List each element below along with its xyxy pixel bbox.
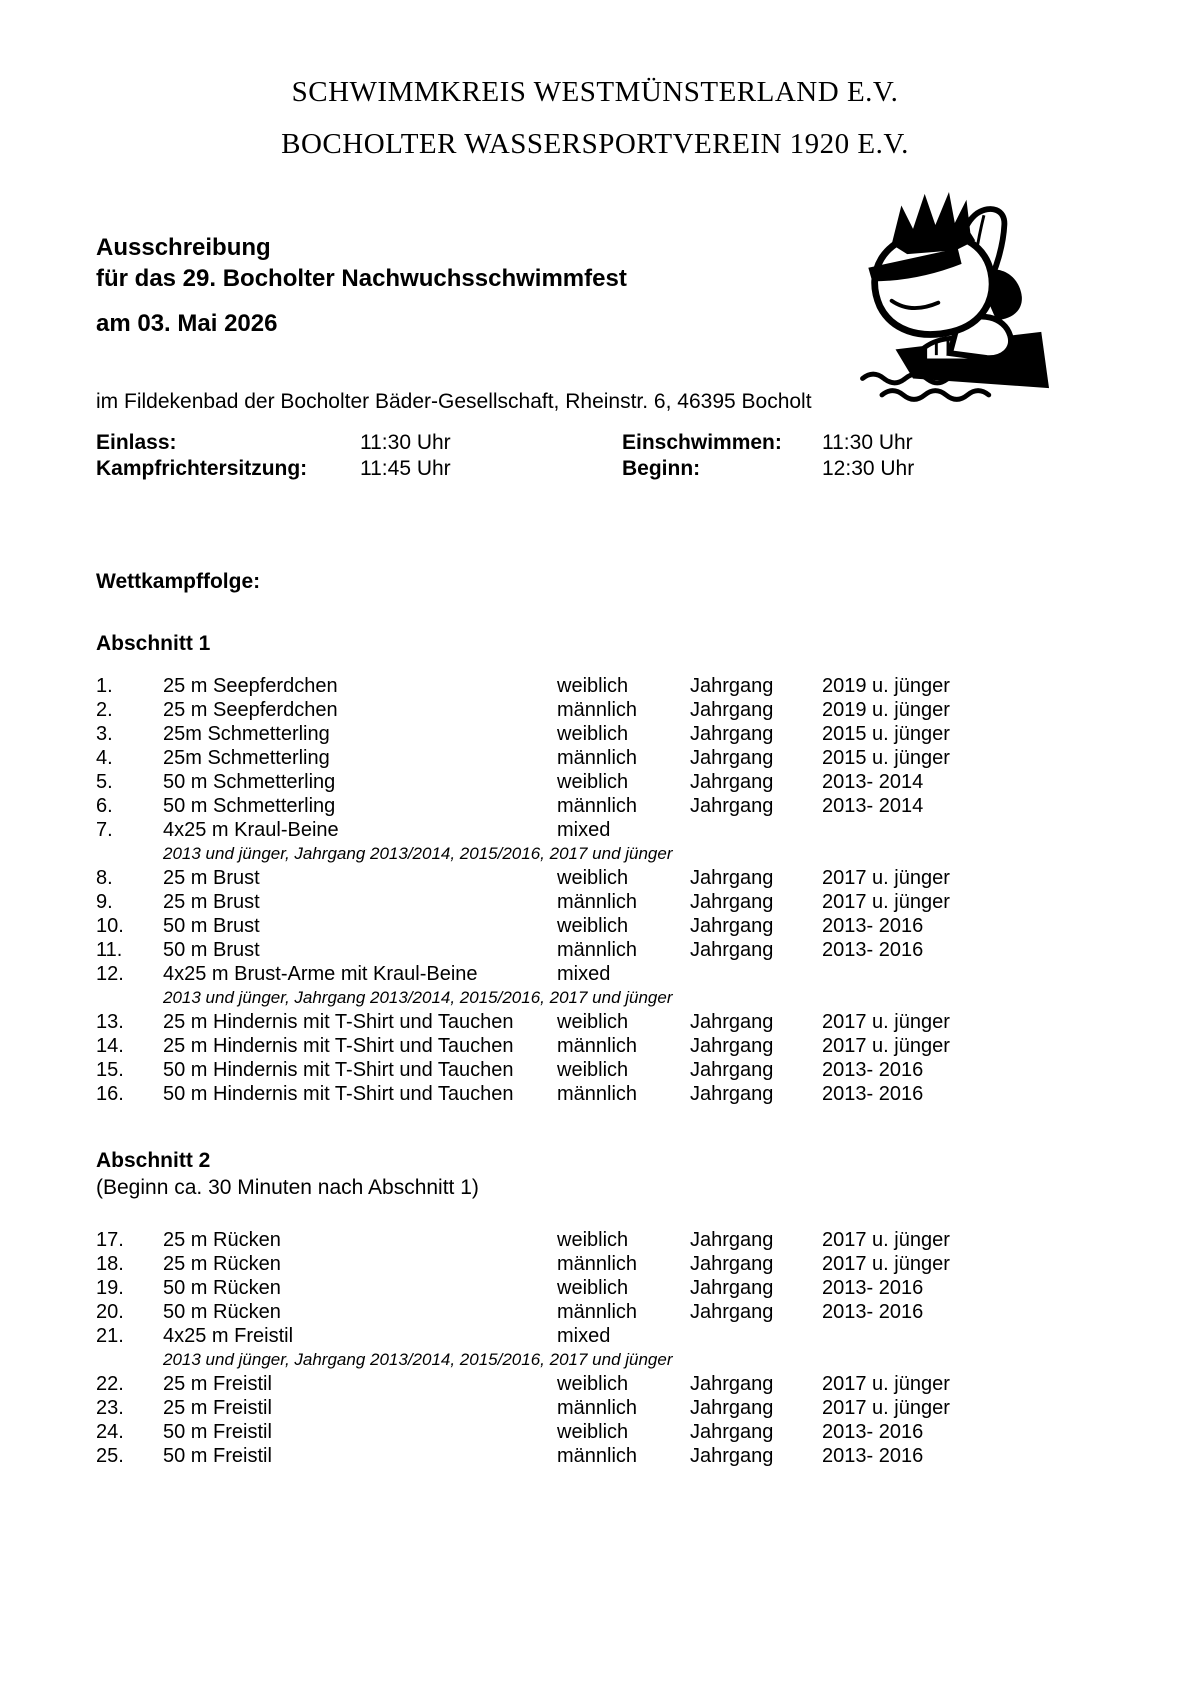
event-jahrgang-label: Jahrgang [690,891,774,913]
event-age [822,1324,1116,1348]
event-row [96,770,1116,794]
event-row [96,818,1116,842]
wettkampffolge-heading: Wettkampffolge: [96,570,261,593]
event-name: 25 m Seepferdchen [163,699,338,721]
event-name: 25 m Hindernis mit T-Shirt und Tauchen [163,1011,514,1033]
event-name: 50 m Freistil [163,1445,272,1467]
event-age: 2017 u. jünger [822,1373,950,1395]
event-number: 11. [96,939,123,961]
event-age: 2017 u. jünger [822,891,950,913]
venue: im Fildekenbad der Bocholter Bäder-Gesellschaft, Rheinstr. 6, 46395 Bocholt [96,390,812,413]
beginn-time: 12:30 Uhr [822,457,915,480]
event-number: 21. [96,1325,124,1347]
event-age [822,818,1116,842]
event-row [96,890,1116,914]
event-jahrgang-label: Jahrgang [690,747,774,769]
event-age: 2013- 2014 [822,771,924,793]
event-name: 4x25 m Brust-Arme mit Kraul-Beine [163,963,478,985]
event-note: 2013 und jünger, Jahrgang 2013/2014, 2015/2016, 2017 und jünger [163,844,673,863]
event-row [96,1300,1116,1324]
event-jahrgang-label: Jahrgang [690,939,774,961]
event-age: 2013- 2014 [822,795,924,817]
event-row [96,1252,1116,1276]
event-jahrgang-label: Jahrgang [690,867,774,889]
event-number: 17. [96,1229,124,1251]
event-row [96,1372,1116,1396]
event-gender: mixed [557,819,611,841]
event-row [96,962,1116,986]
event-number: 10. [96,915,124,937]
event-age: 2013- 2016 [822,1059,924,1081]
event-number: 2. [96,699,113,721]
event-jahrgang-label: Jahrgang [690,1445,774,1467]
section-2-header [96,1147,479,1201]
event-date: am 03. Mai 2026 [96,310,278,337]
event-age: 2015 u. jünger [822,723,950,745]
event-number: 24. [96,1421,124,1443]
event-age: 2013- 2016 [822,1083,924,1105]
event-number: 7. [96,819,113,841]
event-gender: männlich [557,939,638,961]
event-gender: weiblich [557,1421,629,1443]
event-gender: weiblich [557,1229,629,1251]
event-name: 4x25 m Freistil [163,1325,294,1347]
event-gender: männlich [557,795,638,817]
event-number: 15. [96,1059,124,1081]
event-number: 4. [96,747,113,769]
event-row [96,1010,1116,1034]
kampfrichtersitzung-time: 11:45 Uhr [360,457,451,480]
event-age: 2015 u. jünger [822,747,950,769]
event-age: 2019 u. jünger [822,675,950,697]
event-number: 16. [96,1083,124,1105]
event-row [96,1276,1116,1300]
event-row [96,1324,1116,1348]
event-age: 2017 u. jünger [822,1035,950,1057]
event-name: 4x25 m Kraul-Beine [163,819,339,841]
event-name: 50 m Schmetterling [163,771,336,793]
event-jahrgang-label [690,962,822,986]
event-gender: männlich [557,747,638,769]
event-gender: mixed [557,1325,611,1347]
schedule [96,430,1096,482]
event-gender: weiblich [557,867,629,889]
event-gender: männlich [557,1445,638,1467]
event-name: 25 m Seepferdchen [163,675,338,697]
event-row [96,1396,1116,1420]
event-jahrgang-label: Jahrgang [690,1397,774,1419]
section-2-subtitle: (Beginn ca. 30 Minuten nach Abschnitt 1) [96,1176,479,1199]
event-number: 20. [96,1301,124,1323]
event-row [96,794,1116,818]
event-jahrgang-label: Jahrgang [690,1035,774,1057]
event-note: 2013 und jünger, Jahrgang 2013/2014, 2015/2016, 2017 und jünger [163,988,673,1007]
event-row [96,1420,1116,1444]
event-number: 22. [96,1373,124,1395]
org-title-line1: SCHWIMMKREIS WESTMÜNSTERLAND E.V. [291,76,899,108]
schedule-row [96,456,1096,482]
event-row [96,1444,1116,1468]
event-name: 50 m Brust [163,915,260,937]
event-row [96,722,1116,746]
event-gender: männlich [557,1253,638,1275]
event-note: 2013 und jünger, Jahrgang 2013/2014, 2015/2016, 2017 und jünger [163,1350,673,1369]
event-jahrgang-label: Jahrgang [690,1373,774,1395]
event-gender: weiblich [557,1011,629,1033]
event-jahrgang-label: Jahrgang [690,795,774,817]
event-name: 25 m Brust [163,867,260,889]
event-name: 50 m Rücken [163,1301,281,1323]
event-jahrgang-label: Jahrgang [690,1083,774,1105]
event-gender: weiblich [557,1059,629,1081]
event-gender: männlich [557,1035,638,1057]
event-number: 8. [96,867,113,889]
event-number: 19. [96,1277,124,1299]
event-name: 25 m Freistil [163,1397,272,1419]
event-jahrgang-label: Jahrgang [690,1011,774,1033]
event-gender: weiblich [557,1373,629,1395]
event-row [96,1082,1116,1106]
event-gender: weiblich [557,723,629,745]
beginn-label: Beginn: [622,457,701,480]
event-row [96,1034,1116,1058]
events-list-2 [96,1228,1116,1468]
event-gender: männlich [557,1083,638,1105]
event-age: 2013- 2016 [822,1421,924,1443]
event-gender: männlich [557,1301,638,1323]
section-1-title: Abschnitt 1 [96,632,211,655]
event-age: 2017 u. jünger [822,1011,950,1033]
event-age: 2019 u. jünger [822,699,950,721]
event-age: 2017 u. jünger [822,867,950,889]
announcement-title-line1: Ausschreibung [96,234,271,261]
event-name: 25 m Brust [163,891,260,913]
event-row [96,914,1116,938]
event-name: 25 m Freistil [163,1373,272,1395]
event-jahrgang-label: Jahrgang [690,1277,774,1299]
einschwimmen-time: 11:30 Uhr [822,431,913,454]
event-name: 50 m Hindernis mit T-Shirt und Tauchen [163,1059,514,1081]
event-name: 25 m Rücken [163,1253,281,1275]
event-jahrgang-label: Jahrgang [690,1253,774,1275]
event-name: 50 m Rücken [163,1277,281,1299]
event-name: 50 m Hindernis mit T-Shirt und Tauchen [163,1083,514,1105]
event-jahrgang-label [690,818,822,842]
event-number: 12. [96,963,124,985]
event-jahrgang-label: Jahrgang [690,1301,774,1323]
event-age: 2013- 2016 [822,1301,924,1323]
event-age: 2013- 2016 [822,1277,924,1299]
event-jahrgang-label: Jahrgang [690,771,774,793]
event-name: 25m Schmetterling [163,747,330,769]
announcement-title [96,232,627,294]
event-age: 2017 u. jünger [822,1253,950,1275]
event-number: 23. [96,1397,124,1419]
kampfrichtersitzung-label: Kampfrichtersitzung: [96,457,308,480]
event-gender: männlich [557,1397,638,1419]
event-number: 1. [96,675,113,697]
event-row [96,674,1116,698]
event-jahrgang-label: Jahrgang [690,1229,774,1251]
einlass-time: 11:30 Uhr [360,431,451,454]
event-number: 13. [96,1011,124,1033]
event-gender: weiblich [557,1277,629,1299]
event-number: 18. [96,1253,124,1275]
event-age: 2013- 2016 [822,915,924,937]
event-row [96,698,1116,722]
event-jahrgang-label [690,1324,822,1348]
event-number: 9. [96,891,113,913]
event-name: 50 m Schmetterling [163,795,336,817]
event-age: 2017 u. jünger [822,1229,950,1251]
event-name: 50 m Freistil [163,1421,272,1443]
event-jahrgang-label: Jahrgang [690,675,774,697]
event-gender: weiblich [557,675,629,697]
event-age: 2013- 2016 [822,939,924,961]
event-gender: weiblich [557,915,629,937]
event-row [96,938,1116,962]
event-jahrgang-label: Jahrgang [690,915,774,937]
section-2-title: Abschnitt 2 [96,1149,211,1172]
event-row [96,1058,1116,1082]
event-jahrgang-label: Jahrgang [690,723,774,745]
event-row [96,1228,1116,1252]
event-number: 6. [96,795,113,817]
event-row [96,866,1116,890]
event-name: 50 m Brust [163,939,260,961]
swimmer-mascot-icon [812,180,1084,404]
event-jahrgang-label: Jahrgang [690,1421,774,1443]
event-age: 2013- 2016 [822,1445,924,1467]
event-name: 25m Schmetterling [163,723,330,745]
event-number: 5. [96,771,113,793]
event-jahrgang-label: Jahrgang [690,699,774,721]
event-gender: männlich [557,891,638,913]
event-jahrgang-label: Jahrgang [690,1059,774,1081]
event-number: 14. [96,1035,124,1057]
event-number: 25. [96,1445,124,1467]
event-gender: männlich [557,699,638,721]
event-name: 25 m Rücken [163,1229,281,1251]
announcement-title-line2: für das 29. Bocholter Nachwuchsschwimmfest [96,265,627,292]
event-row [96,746,1116,770]
event-gender: weiblich [557,771,629,793]
event-number: 3. [96,723,113,745]
org-title-line2: BOCHOLTER WASSERSPORTVEREIN 1920 E.V. [281,128,909,160]
event-gender: mixed [557,963,611,985]
schedule-row [96,430,1096,456]
einschwimmen-label: Einschwimmen: [622,431,782,454]
diving-swimmer-logo [812,180,1084,404]
event-age [822,962,1116,986]
events-list-1 [96,674,1116,1106]
einlass-label: Einlass: [96,431,177,454]
event-name: 25 m Hindernis mit T-Shirt und Tauchen [163,1035,514,1057]
event-age: 2017 u. jünger [822,1397,950,1419]
